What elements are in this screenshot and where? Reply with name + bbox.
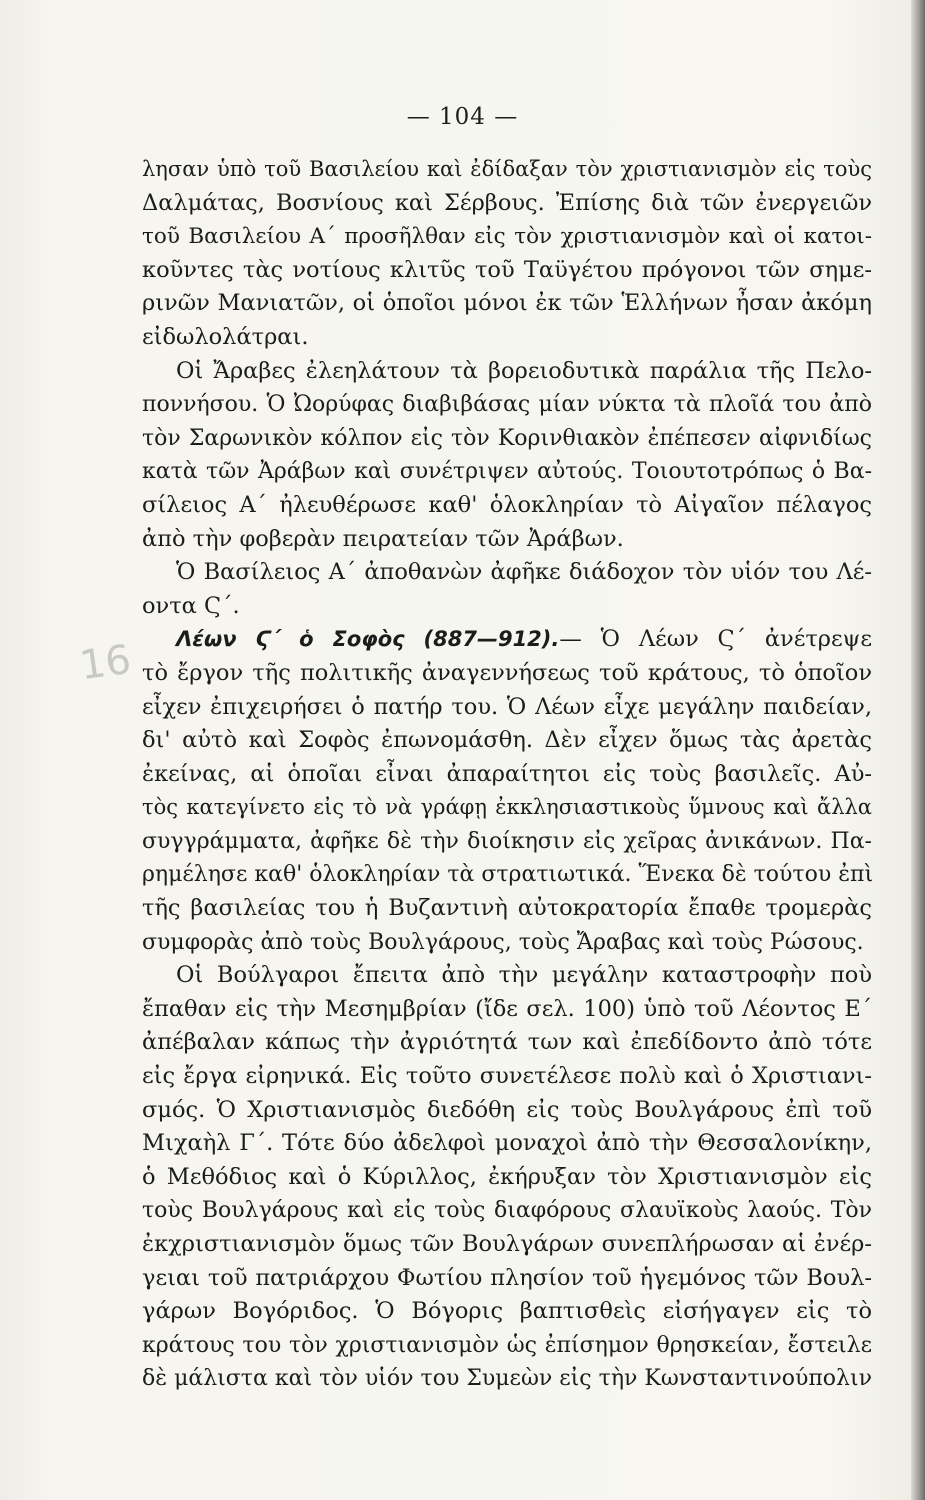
line-text: εἰς ἔργα εἰρηνικά. Εἰς τοῦτο συνετέλεσε πολὺ καὶ ὁ Χριστιανι- [142, 1063, 872, 1090]
line-text: δι' αὐτὸ καὶ Σοφὸς ἐπωνομάσθη. Δὲν εἶχεν ὅμως τὰς ἀρετὰς [142, 727, 872, 754]
text-line [142, 153, 872, 187]
text-line [142, 791, 872, 825]
line-text: ἀπὸ τὴν φοβερὰν πειρατείαν τῶν Ἀράβων. [142, 525, 624, 552]
text-line [142, 1026, 872, 1060]
text-line [142, 892, 872, 926]
line-text: δὲ μάλιστα καὶ τὸν υἱόν του Συμεὼν εἰς τὴν Κωνσταντινούπολιν [142, 1366, 872, 1392]
page-edge-shadow [911, 0, 925, 1500]
line-text: γάρων Βογόριδος. Ὁ Βόγορις βαπτισθεὶς εἰσήγαγεν εἰς τὸ [142, 1298, 872, 1325]
line-text: τὸς κατεγίνετο εἰς τὸ νὰ γράφῃ ἐκκλησιαστικοὺς ὕμνους καὶ ἄλλα [142, 795, 872, 820]
line-text: συγγράμματα, ἀφῆκε δὲ τὴν διοίκησιν εἰς χεῖρας ἀνικάνων. Πα- [142, 828, 872, 854]
text-line [142, 858, 872, 892]
line-text: Οἱ Βούλγαροι ἔπειτα ἀπὸ τὴν μεγάλην καταστροφὴν ποὺ [176, 962, 872, 989]
body-text [142, 153, 872, 1396]
line-text: ρινῶν Μανιατῶν, οἱ ὁποῖοι μόνοι ἐκ τῶν Ἑλλήνων ἦσαν ἀκόμη [142, 290, 872, 317]
margin-pencil-note: 16 [77, 636, 134, 690]
text-line [142, 1094, 872, 1128]
text-line [142, 1194, 872, 1228]
line-text: κοῦντες τὰς νοτίους κλιτῦς τοῦ Ταϋγέτου πρόγονοι τῶν σημε- [142, 256, 872, 283]
line-text: ἐκείνας, αἱ ὁποῖαι εἶναι ἀπαραίτητοι εἰς τοὺς βασιλεῖς. Αὐ- [142, 760, 872, 787]
text-line [142, 657, 872, 691]
text-line [142, 926, 872, 960]
line-text: κράτους του τὸν χριστιανισμὸν ὡς ἐπίσημον θρησκείαν, ἔστειλε [142, 1332, 872, 1358]
line-text: γειαι τοῦ πατριάρχου Φωτίου πλησίον τοῦ ἡγεμόνος τῶν Βουλ- [142, 1264, 872, 1291]
line-text: σίλειος Α΄ ἠλευθέρωσε καθ' ὁλοκληρίαν τὸ Αἰγαῖον πέλαγος [142, 491, 872, 518]
text-line [142, 489, 872, 523]
line-text: συμφορὰς ἀπὸ τοὺς Βουλγάρους, τοὺς Ἄραβας καὶ τοὺς Ρώσους. [142, 929, 864, 955]
line-text: Οἱ Ἄραβες ἐλεηλάτουν τὰ βορειοδυτικὰ παράλια τῆς Πελο- [176, 357, 872, 384]
text-line [142, 758, 872, 792]
line-text: εἰδωλολάτραι. [142, 323, 309, 350]
line-text: λησαν ὑπὸ τοῦ Βασιλείου καὶ ἐδίδαξαν τὸν χριστιανισμὸν εἰς τοὺς [142, 157, 872, 181]
text-line [142, 993, 872, 1027]
text-line [142, 1329, 872, 1363]
text-line [142, 1060, 872, 1094]
line-text: εἶχεν ἐπιχειρήσει ὁ πατήρ του. Ὁ Λέων εἶχε μεγάλην παιδείαν, [142, 693, 872, 720]
line-text: τῆς βασιλείας του ἡ Βυζαντινὴ αὐτοκρατορία ἔπαθε τρομερὰς [142, 895, 872, 922]
text-line [142, 556, 872, 590]
line-text: ποννήσου. Ὁ Ὠορύφας διαβιβάσας μίαν νύκτα τὰ πλοῖά του ἀπὸ [142, 392, 872, 418]
line-text: ἐκχριστιανισμὸν ὅμως τῶν Βουλγάρων συνεπλήρωσαν αἱ ἐνέρ- [142, 1231, 872, 1257]
page-number: — 104 — [406, 104, 519, 130]
text-line [142, 825, 872, 859]
text-line [142, 691, 872, 725]
line-text: τὸν Σαρωνικὸν κόλπον εἰς τὸν Κορινθιακὸν ἐπέπεσεν αἰφνιδίως [142, 425, 872, 451]
text-line [142, 1362, 872, 1396]
text-line [142, 254, 872, 288]
line-text: σμός. Ὁ Χριστιανισμὸς διεδόθη εἰς τοὺς Βουλγάρους ἐπὶ τοῦ [142, 1096, 872, 1123]
text-line [142, 321, 872, 355]
text-line [142, 523, 872, 557]
line-text: τὸ ἔργον τῆς πολιτικῆς ἀναγεννήσεως τοῦ κράτους, τὸ ὁποῖον [142, 659, 872, 686]
line-text: ἔπαθαν εἰς τὴν Μεσημβρίαν (ἴδε σελ. 100) ὑπὸ τοῦ Λέοντος Ε΄ [142, 995, 872, 1022]
text-line [142, 388, 872, 422]
line-text: τοῦ Βασιλείου Α΄ προσῆλθαν εἰς τὸν χριστιανισμὸν καὶ οἱ κατοι- [142, 224, 872, 250]
text-line [142, 959, 872, 993]
text-line [142, 187, 872, 221]
line-text: ρημέλησε καθ' ὁλοκληρίαν τὰ στρατιωτικά. Ἕνεκα δὲ τούτου ἐπὶ [142, 862, 874, 888]
line-text: τοὺς Βουλγάρους καὶ εἰς τοὺς διαφόρους σλαυϊκοὺς λαούς. Τὸν [142, 1198, 872, 1224]
text-line [142, 1295, 872, 1329]
line-text: Μιχαὴλ Γ΄. Τότε δύο ἀδελφοὶ μοναχοὶ ἀπὸ τὴν Θεσσαλονίκην, [142, 1130, 872, 1157]
line-text: — Ὁ Λέων Ϛ΄ ἀνέτρεψε [559, 626, 872, 653]
text-line [142, 724, 872, 758]
text-line [142, 1262, 872, 1296]
text-line [142, 1228, 872, 1262]
line-text: ἀπέβαλαν κάπως τὴν ἀγριότητά των καὶ ἐπεδίδοντο ἀπὸ τότε [142, 1029, 872, 1056]
text-line [142, 355, 872, 389]
text-line [142, 287, 872, 321]
line-text: Δαλμάτας, Βοσνίους καὶ Σέρβους. Ἐπίσης διὰ τῶν ἐνεργειῶν [142, 189, 872, 216]
text-line [142, 455, 872, 489]
text-line [142, 422, 872, 456]
line-text: κατὰ τῶν Ἀράβων καὶ συνέτριψεν αὐτούς. Τοιουτοτρόπως ὁ Βα- [142, 459, 872, 485]
line-text: οντα Ϛ΄. [142, 592, 240, 619]
text-line [142, 623, 872, 657]
line-text: Ὁ Βασίλειος Α΄ ἀποθανὼν ἀφῆκε διάδοχον τὸν υἱόν του Λέ- [176, 559, 872, 586]
text-line [142, 1161, 872, 1195]
text-line [142, 1127, 872, 1161]
section-heading: Λέων Ϛ΄ ὁ Σοφὸς (887—912). [176, 627, 560, 652]
line-text: ὁ Μεθόδιος καὶ ὁ Κύριλλος, ἐκήρυξαν τὸν Χριστιανισμὸν εἰς [142, 1163, 872, 1190]
text-line [142, 220, 872, 254]
text-line [142, 590, 872, 624]
